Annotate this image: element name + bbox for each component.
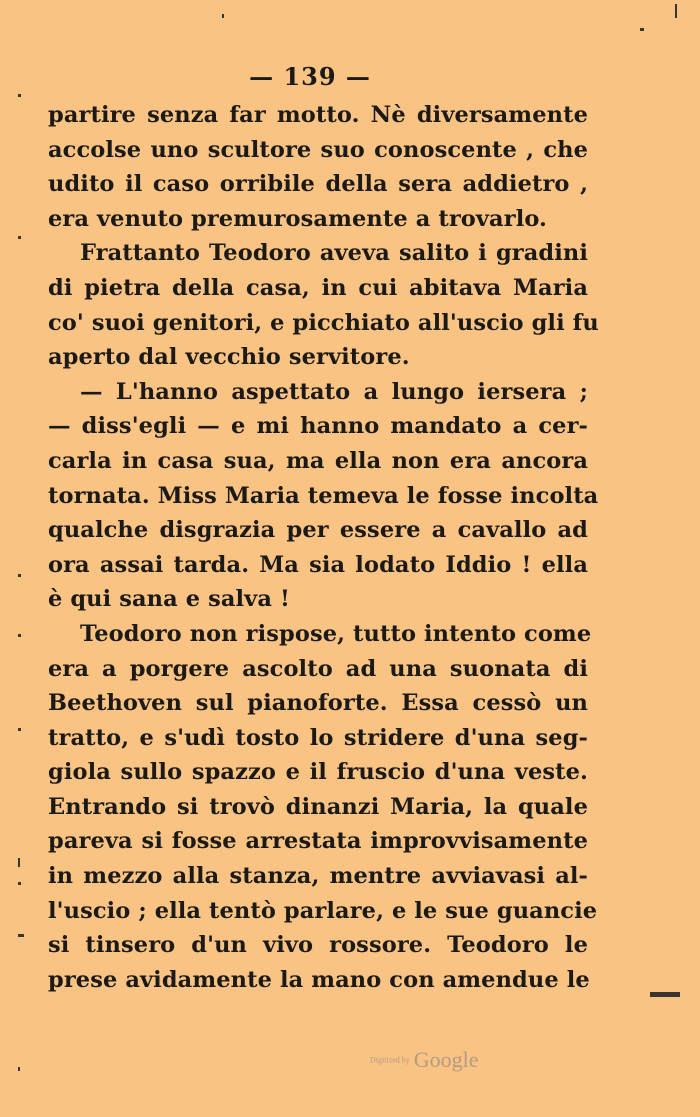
text-line: — L'hanno aspettato a lungo iersera ; xyxy=(80,378,588,405)
text-line: pareva si fosse arrestata improvvisamente xyxy=(48,828,588,855)
scan-speck xyxy=(18,728,21,731)
text-line: Entrando si trovò dinanzi Maria, la quale xyxy=(48,793,588,820)
body-text xyxy=(48,98,599,997)
text-line: si tinsero d'un vivo rossore. Teodoro le xyxy=(48,932,588,959)
page-number: — 139 — xyxy=(249,62,371,91)
scan-speck xyxy=(18,634,21,637)
text-line: era venuto premurosamente a trovarlo. xyxy=(48,205,547,232)
text-line: ora assai tarda. Ma sia lodato Iddio ! ella xyxy=(48,551,588,578)
text-line: era a porgere ascolto ad una suonata di xyxy=(48,655,588,682)
google-watermark xyxy=(370,1047,479,1073)
text-line: Teodoro non rispose, tutto intento come xyxy=(80,620,592,647)
scan-speck xyxy=(18,236,21,239)
text-line: partire senza far motto. Nè diversamente xyxy=(48,102,588,128)
text-line: è qui sana e salva ! xyxy=(48,586,290,613)
text-line: udito il caso orribile della sera addietro , xyxy=(48,171,588,198)
scan-speck xyxy=(640,28,644,31)
text-line: giola sullo spazzo e il fruscio d'una veste. xyxy=(48,759,588,786)
text-line: — diss'egli — e mi hanno mandato a cer- xyxy=(48,413,588,440)
scan-speck xyxy=(18,94,21,97)
scan-speck xyxy=(18,1067,20,1071)
scan-speck xyxy=(18,574,21,577)
text-line: carla in casa sua, ma ella non era ancora xyxy=(48,447,588,474)
text-line: accolse uno scultore suo conoscente , che xyxy=(48,136,588,163)
text-line: qualche disgrazia per essere a cavallo ad xyxy=(48,517,588,544)
text-line: tornata. Miss Maria temeva le fosse incolta xyxy=(48,482,599,509)
scan-speck xyxy=(675,4,677,18)
watermark-prefix: Digitized by xyxy=(370,1055,410,1065)
text-line: prese avidamente la mano con amendue le xyxy=(48,966,590,993)
scan-speck xyxy=(18,882,21,885)
scan-speck xyxy=(18,858,20,867)
scan-speck xyxy=(222,14,224,18)
text-line: co' suoi genitori, e picchiato all'uscio gli fu xyxy=(48,309,599,336)
text-line: di pietra della casa, in cui abitava Maria xyxy=(48,274,588,301)
text-line: l'uscio ; ella tentò parlare, e le sue guancie xyxy=(48,897,598,924)
text-line: Frattanto Teodoro aveva salito i gradini xyxy=(80,240,588,267)
google-logo: Google xyxy=(413,1047,479,1072)
text-line: aperto dal vecchio servitore. xyxy=(48,344,410,371)
scan-speck xyxy=(18,934,24,937)
text-line: Beethoven sul pianoforte. Essa cessò un xyxy=(48,690,588,717)
text-line: tratto, e s'udì tosto lo stridere d'una seg- xyxy=(48,724,588,751)
text-line: in mezzo alla stanza, mentre avviavasi al- xyxy=(48,863,588,890)
scan-speck xyxy=(650,992,680,997)
